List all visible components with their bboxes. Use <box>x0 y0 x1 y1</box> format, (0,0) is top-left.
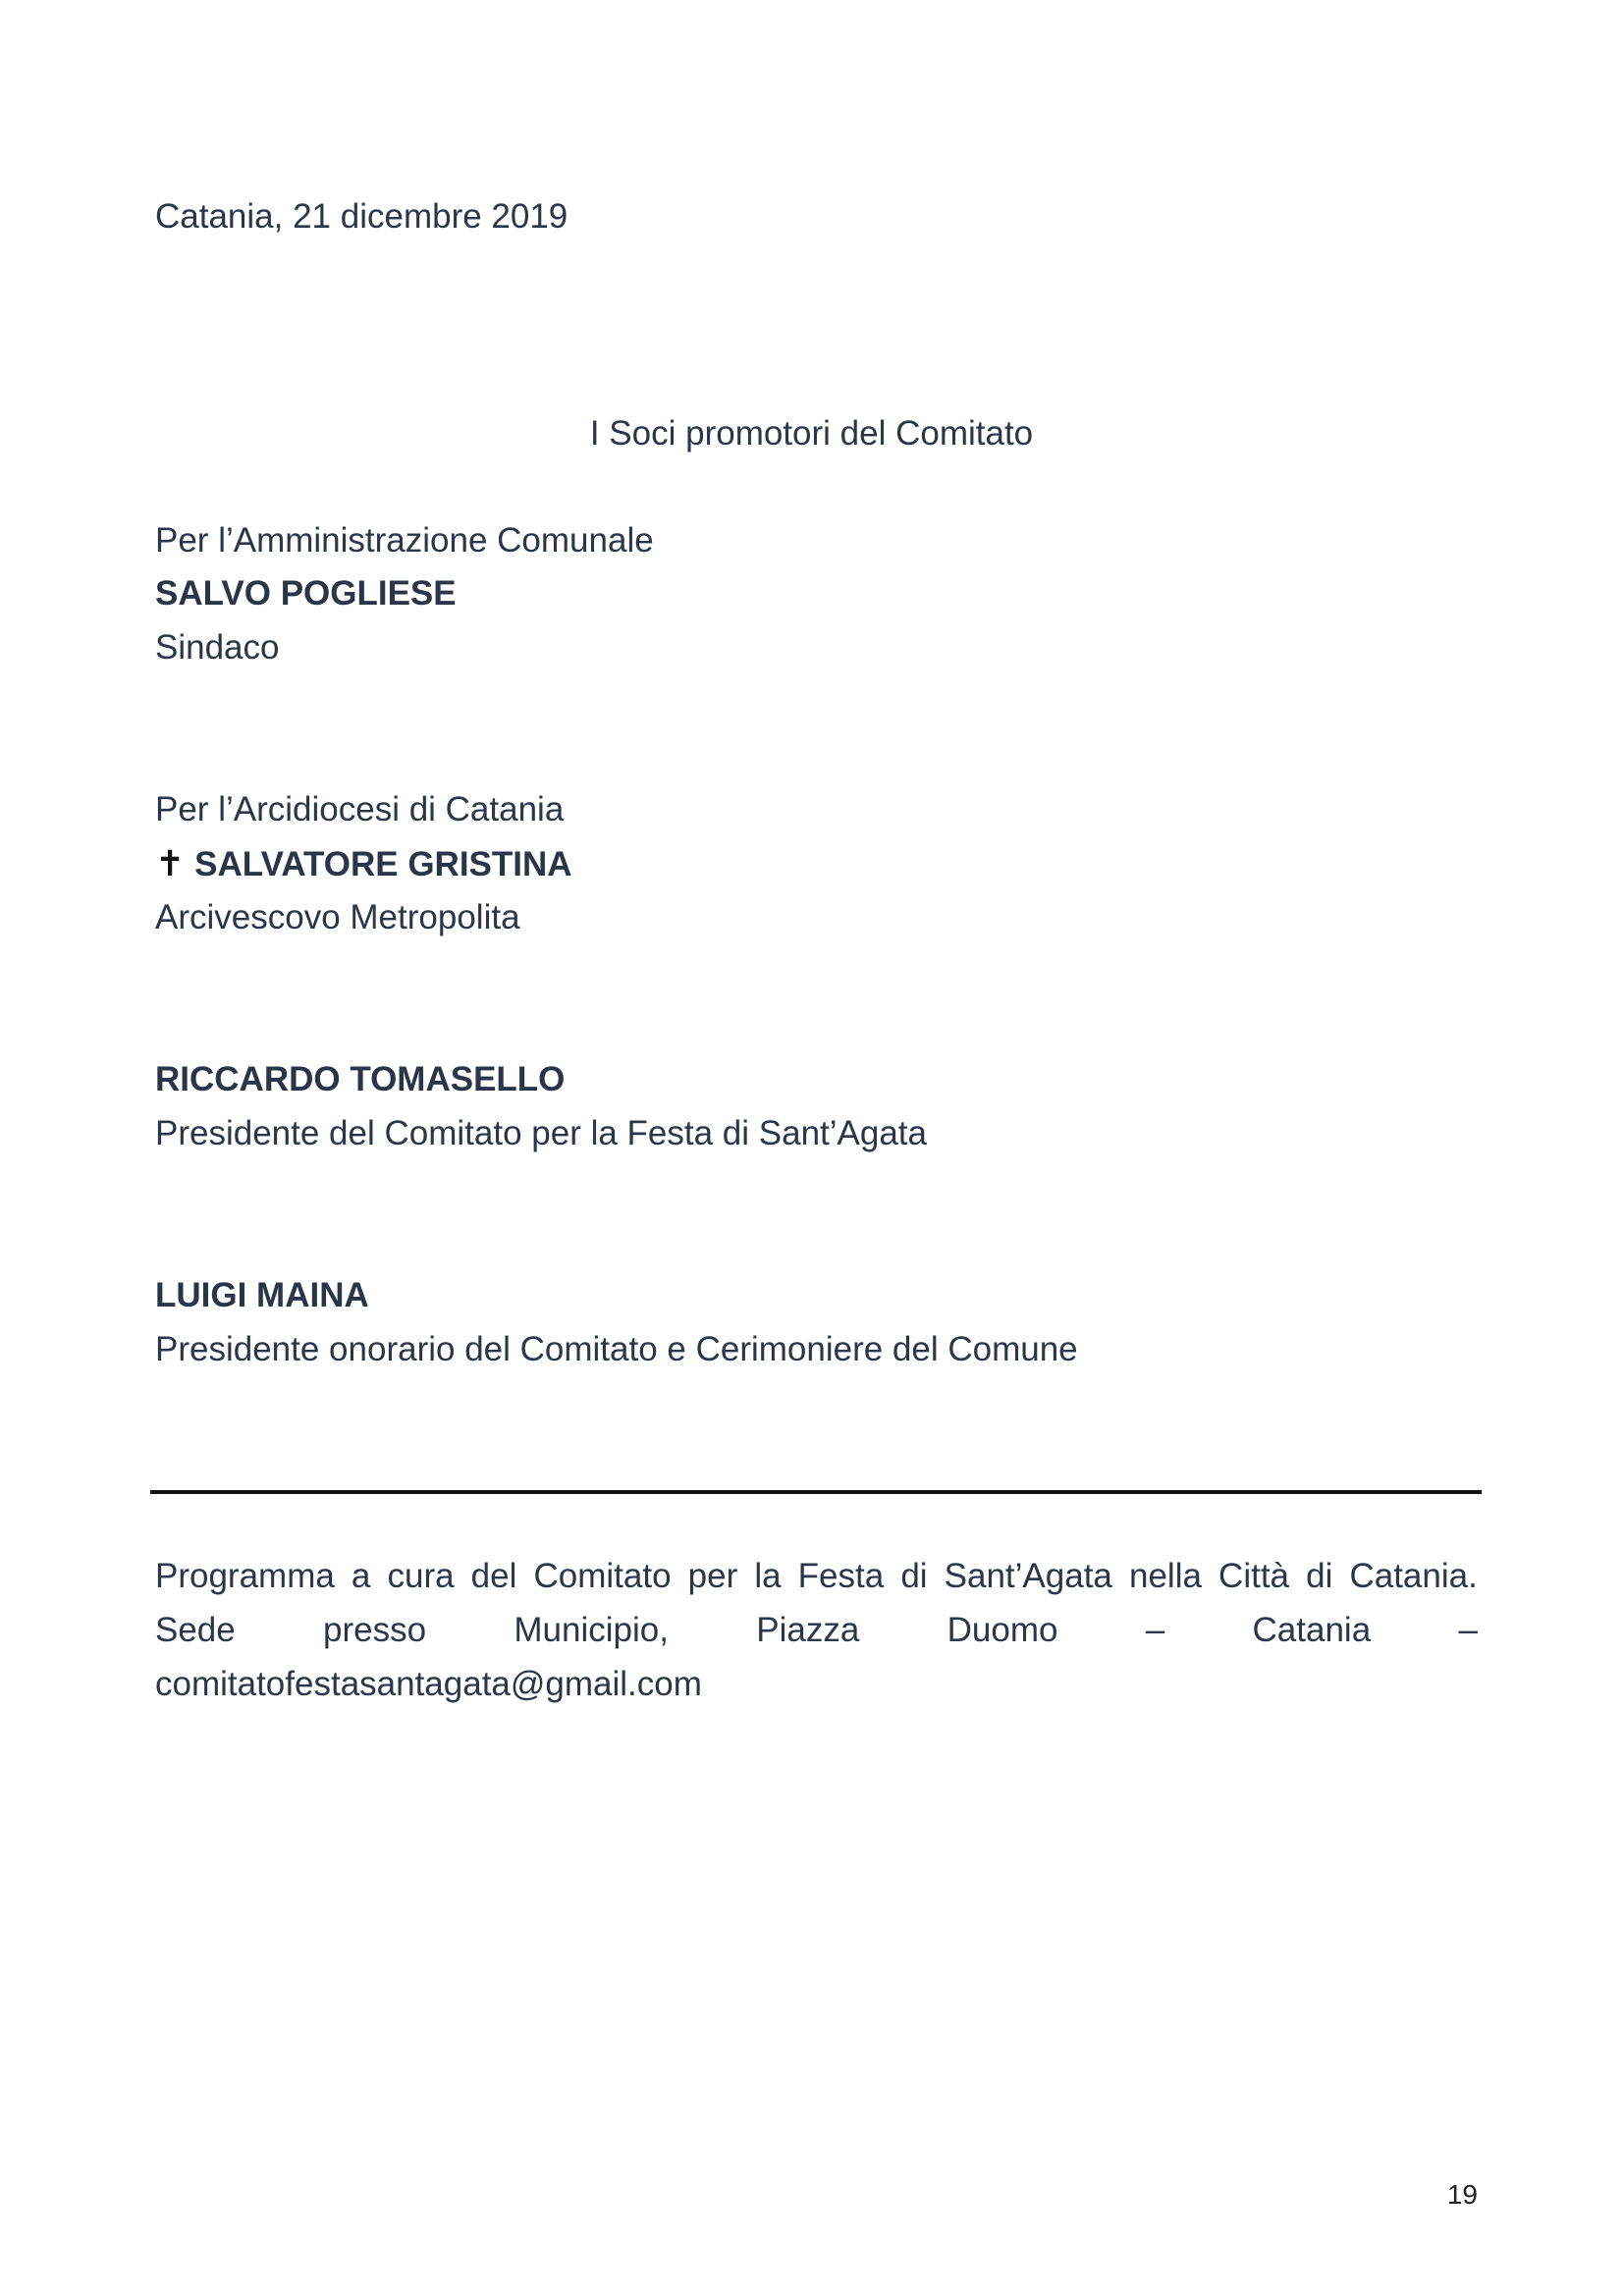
footer-line-2-word: Piazza <box>756 1611 860 1649</box>
footer-line-1-word: del <box>470 1557 517 1595</box>
footer-line-1-word: la <box>754 1557 782 1595</box>
role-arcivescovo: Arcivescovo Metropolita <box>155 898 520 936</box>
page-number: 19 <box>1446 2179 1478 2210</box>
footer-line-2-word: presso <box>323 1611 427 1649</box>
affiliation-arcidiocesi: Per l’Arcidiocesi di Catania <box>155 790 565 828</box>
footer-block <box>155 1549 1478 1711</box>
footer-line-2 <box>155 1603 1478 1657</box>
footer-line-1-word: Catania. <box>1349 1557 1478 1595</box>
role-presidente-comitato: Presidente del Comitato per la Festa di Sant’Agata <box>155 1114 927 1152</box>
footer-line-1-word: Festa <box>797 1557 885 1595</box>
footer-email: comitatofestasantagata@gmail.com <box>155 1665 702 1703</box>
footer-line-1 <box>155 1549 1478 1603</box>
footer-line-2-word: Duomo <box>947 1611 1058 1649</box>
date-line: Catania, 21 dicembre 2019 <box>155 197 568 236</box>
footer-line-1-word: di <box>1306 1557 1333 1595</box>
name-luigi-maina: LUIGI MAINA <box>155 1276 369 1314</box>
affiliation-comune: Per l’Amministrazione Comunale <box>155 521 654 560</box>
footer-line-1-word: per <box>687 1557 738 1595</box>
name-salvatore-gristina: SALVATORE GRISTINA <box>194 845 572 883</box>
footer-line-1-word: Sant’Agata <box>944 1557 1112 1595</box>
name-salvatore-gristina-line <box>155 841 572 887</box>
role-presidente-onorario: Presidente onorario del Comitato e Cerimoniere del Comune <box>155 1330 1078 1368</box>
footer-line-2-word: – <box>1145 1611 1165 1649</box>
role-sindaco: Sindaco <box>155 628 280 667</box>
footer-line-2-word: Catania <box>1252 1611 1372 1649</box>
name-riccardo-tomasello: RICCARDO TOMASELLO <box>155 1060 566 1098</box>
footer-line-1-word: Città <box>1218 1557 1290 1595</box>
footer-line-1-word: Comitato <box>533 1557 672 1595</box>
footer-line-2-word: – <box>1458 1611 1478 1649</box>
footer-line-2-word: Municipio, <box>514 1611 669 1649</box>
footer-line-1-word: a <box>351 1557 371 1595</box>
name-salvo-pogliese: SALVO POGLIESE <box>155 574 457 613</box>
footer-line-1-word: nella <box>1129 1557 1202 1595</box>
footer-line-1-word: di <box>900 1557 928 1595</box>
footer-line-1-word: cura <box>387 1557 455 1595</box>
cross-icon: ✝ <box>155 843 186 883</box>
section-title: I Soci promotori del Comitato <box>589 414 1034 453</box>
footer-line-1-word: Programma <box>155 1557 335 1595</box>
horizontal-rule <box>150 1490 1482 1494</box>
footer-line-2-word: Sede <box>155 1611 236 1649</box>
